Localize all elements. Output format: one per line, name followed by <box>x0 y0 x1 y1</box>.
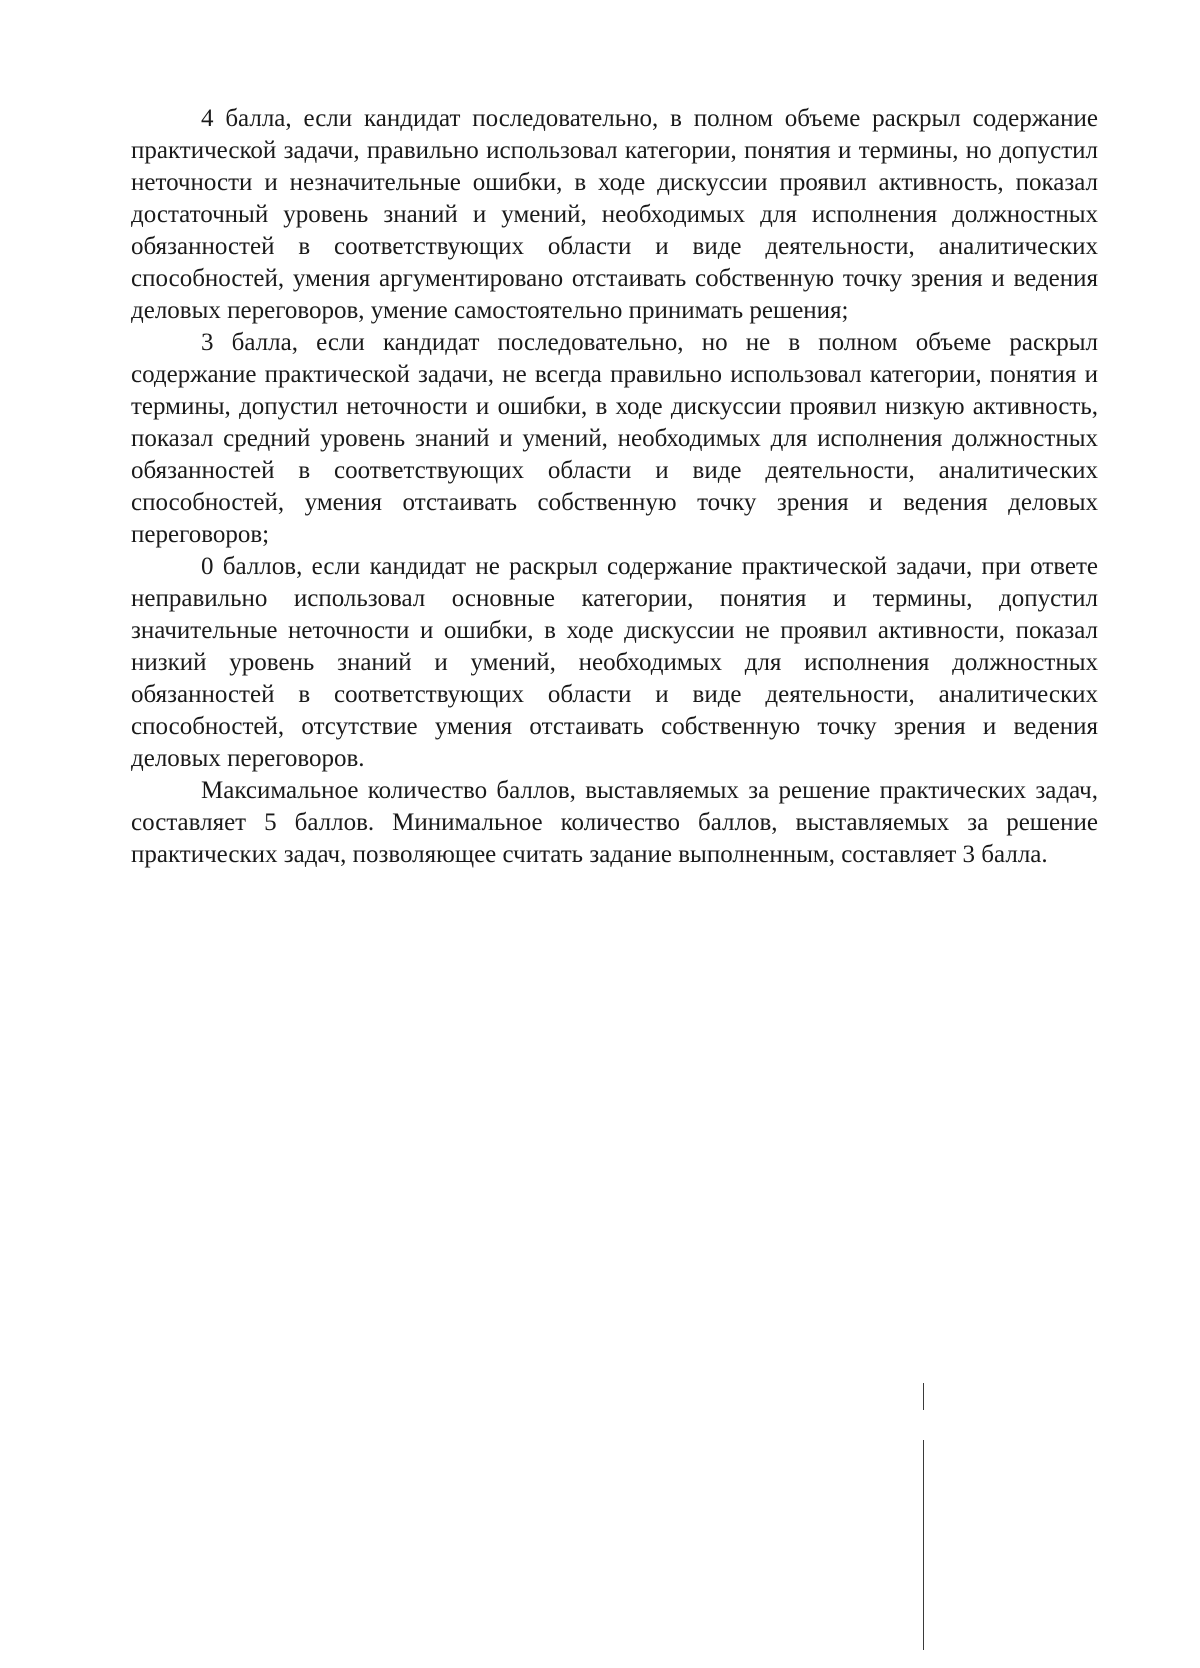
paragraph-score-0: 0 баллов, если кандидат не раскрыл содержание практической задачи, при ответе неправильно использовал основные категории, понятия и термины, допустил значительные неточности и ошибки, в ходе дискуссии не проявил активности, показал низкий уровень знаний и умений, необходимых для исполнения должностных обязанностей в соответствующих области и виде деятельности, аналитических способностей, отсутствие умения отстаивать собственную точку зрения и ведения деловых переговоров. <box>131 553 1098 772</box>
paragraph-score-3: 3 балла, если кандидат последовательно, но не в полном объеме раскрыл содержание практической задачи, не всегда правильно использовал категории, понятия и термины, допустил неточности и ошибки, в ходе дискуссии проявил низкую активность, показал средний уровень знаний и умений, необходимых для исполнения должностных обязанностей в соответствующих области и виде деятельности, аналитических способностей, умения отстаивать собственную точку зрения и ведения деловых переговоров; <box>131 329 1098 548</box>
paragraph-max-min-score: Максимальное количество баллов, выставляемых за решение практических задач, составляет 5 баллов. Минимальное количество баллов, выставляемых за решение практических задач, позволяющее считать задание выполненным, составляет 3 балла. <box>131 777 1098 868</box>
paragraph-score-4: 4 балла, если кандидат последовательно, в полном объеме раскрыл содержание практической задачи, правильно использовал категории, понятия и термины, но допустил неточности и незначительные ошибки, в ходе дискуссии проявил активность, показал достаточный уровень знаний и умений, необходимых для исполнения должностных обязанностей в соответствующих области и виде деятельности, аналитических способностей, умения аргументировано отстаивать собственную точку зрения и ведения деловых переговоров, умение самостоятельно принимать решения; <box>131 105 1098 324</box>
scan-artifact-line <box>923 1440 924 1650</box>
scan-artifact-line <box>923 1383 924 1410</box>
document-body <box>131 103 1098 871</box>
